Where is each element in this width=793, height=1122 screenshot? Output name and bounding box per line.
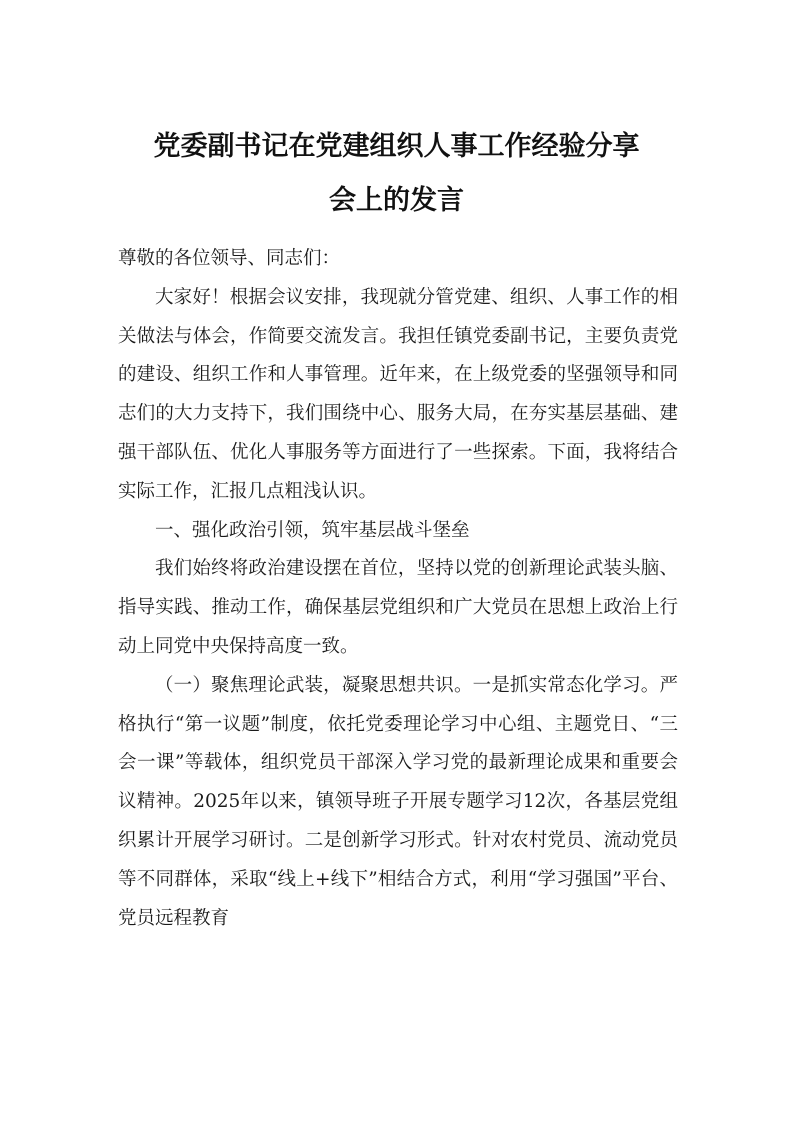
- section-heading-1: 一、强化政治引领，筑牢基层战斗堡垒: [155, 519, 470, 541]
- title-line-1: 党委副书记在党建组织人事工作经验分享: [153, 131, 640, 162]
- title-line-2: 会上的发言: [329, 185, 464, 216]
- paragraph-section-1: 我们始终将政治建设摆在首位，坚持以党的创新理论武装头脑、指导实践、推动工作，确保基层党组织和广大党员在思想上政治上行动上同党中央保持高度一致。: [118, 558, 678, 657]
- document-title: [100, 120, 693, 228]
- paragraph-subsection-1: （一）聚焦理论武装，凝聚思想共识。一是抓实常态化学习。严格执行“第一议题”制度，依托党委理论学习中心组、主题党日、“三会一课”等载体，组织党员干部深入学习党的最新理论成果和重要会议精神。2025年以来，镇领导班子开展专题学习12次，各基层党组织累计开展学习研讨。二是创新学习形式。针对农村党员、流动党员等不同群体，采取“线上+线下”相结合方式，利用“学习强国”平台、党员远程教育: [118, 674, 678, 929]
- paragraph-intro: 大家好！根据会议安排，我现就分管党建、组织、人事工作的相关做法与体会，作简要交流发言。我担任镇党委副书记，主要负责党的建设、组织工作和人事管理。近年来，在上级党委的坚强领导和同志们的大力支持下，我们围绕中心、服务大局，在夯实基层基础、建强干部队伍、优化人事服务等方面进行了一些探索。下面，我将结合实际工作，汇报几点粗浅认识。: [118, 286, 678, 502]
- salutation: 尊敬的各位领导、同志们：: [118, 248, 341, 269]
- document-body: [118, 240, 678, 938]
